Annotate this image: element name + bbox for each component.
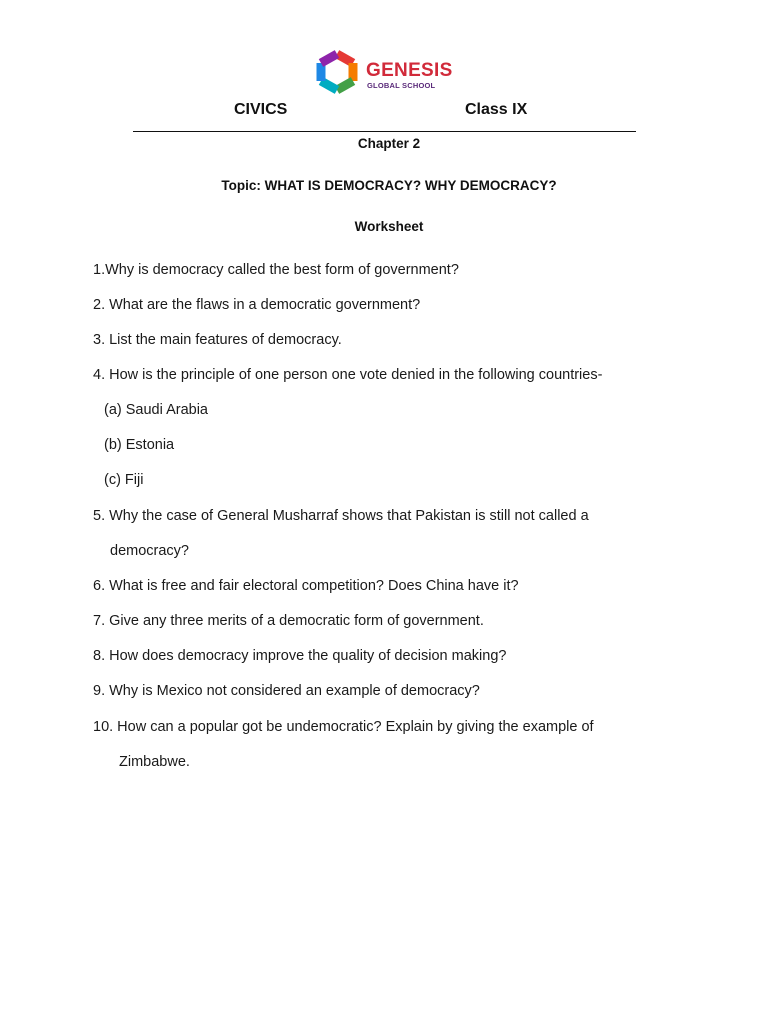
question-4-option-b: (b) Estonia (104, 437, 175, 453)
worksheet-title: Worksheet (354, 219, 424, 234)
question-4-option-c: (c) Fiji (104, 472, 144, 488)
question-8: 8. How does democracy improve the quality of decision making? (93, 648, 507, 664)
question-2: 2. What are the flaws in a democratic government? (93, 297, 421, 313)
question-4: 4. How is the principle of one person one vote denied in the following countries- (93, 367, 603, 383)
topic-heading: Topic: WHAT IS DEMOCRACY? WHY DEMOCRACY? (221, 178, 557, 193)
logo-subtitle: GLOBAL SCHOOL (367, 81, 436, 90)
question-1: 1.Why is democracy called the best form of government? (93, 262, 459, 278)
question-9: 9. Why is Mexico not considered an example of democracy? (93, 683, 480, 699)
header-divider (133, 131, 636, 132)
class-label: Class IX (465, 101, 528, 118)
question-7: 7. Give any three merits of a democratic form of government. (93, 613, 484, 629)
question-10: 10. How can a popular got be undemocratic? Explain by giving the example of (93, 719, 594, 735)
question-5: 5. Why the case of General Musharraf shows that Pakistan is still not called a (93, 508, 589, 524)
question-5-continued: democracy? (110, 543, 189, 559)
question-6: 6. What is free and fair electoral competition? Does China have it? (93, 578, 519, 594)
question-4-option-a: (a) Saudi Arabia (104, 402, 208, 418)
question-3: 3. List the main features of democracy. (93, 332, 342, 348)
subject-label: CIVICS (234, 101, 288, 118)
chapter-heading: Chapter 2 (357, 136, 421, 151)
question-10-continued: Zimbabwe. (119, 754, 190, 770)
school-logo (312, 45, 454, 107)
logo-wordmark: GENESIS (366, 60, 453, 81)
genesis-hexagon-icon (312, 45, 362, 107)
